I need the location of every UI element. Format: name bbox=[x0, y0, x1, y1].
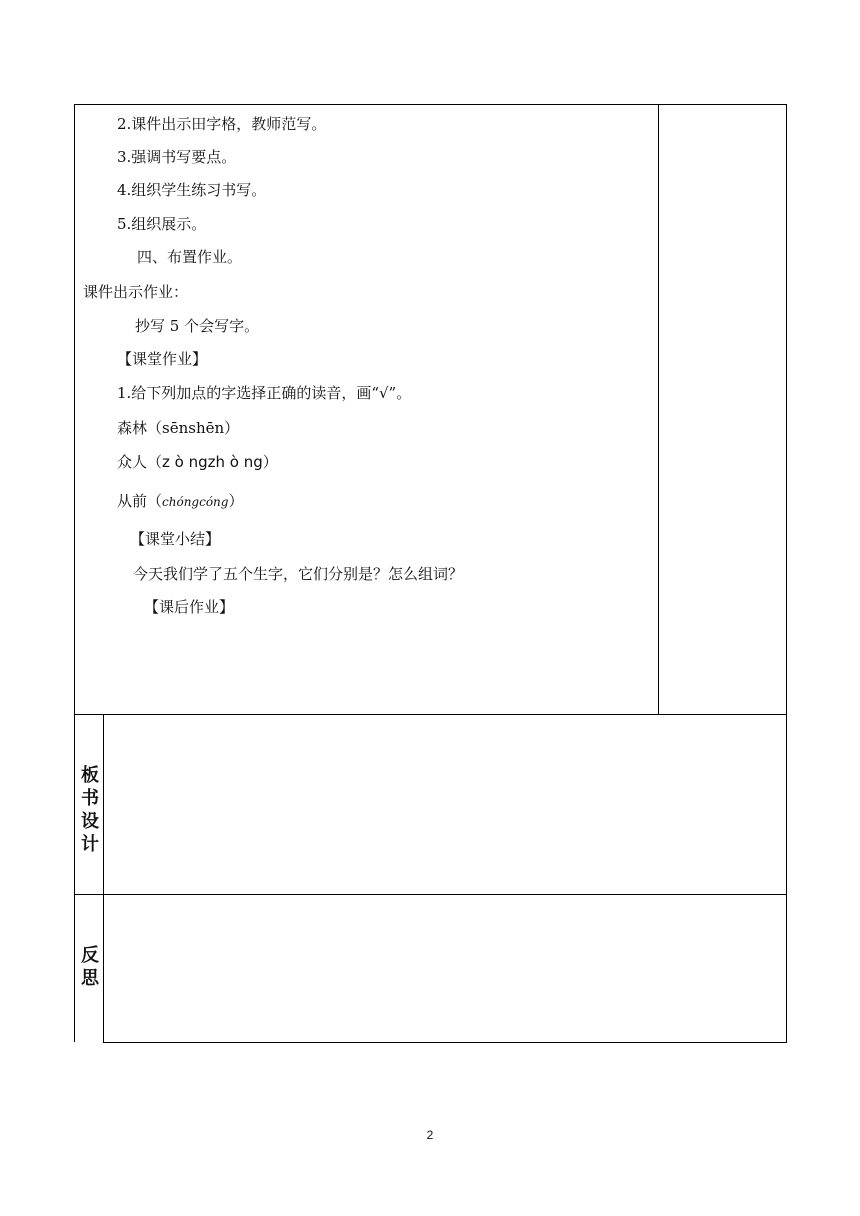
classwork-heading: 【课堂作业】 bbox=[117, 350, 208, 368]
question-item-1 bbox=[117, 418, 239, 438]
question-word: 森林 bbox=[117, 419, 148, 437]
question-pinyin: chóngcóng bbox=[162, 495, 229, 509]
question-item-3 bbox=[117, 491, 244, 512]
label-column-divider bbox=[103, 714, 104, 1043]
homework-intro: 课件出示作业： bbox=[83, 283, 189, 301]
after-class-homework-heading: 【课后作业】 bbox=[144, 598, 235, 616]
homework-task: 抄写 5 个会写字。 bbox=[135, 317, 260, 335]
summary-text: 今天我们学了五个生字，它们分别是？怎么组词？ bbox=[133, 565, 464, 583]
lesson-step-4: 4.组织学生练习书写。 bbox=[117, 181, 267, 199]
question-pinyin: （sēnshēn） bbox=[147, 419, 240, 437]
table-border-right bbox=[786, 104, 787, 1043]
classwork-question-1: 1.给下列加点的字选择正确的读音，画“√”。 bbox=[117, 384, 412, 402]
lesson-step-3: 3.强调书写要点。 bbox=[117, 148, 237, 166]
lesson-step-5: 5.组织展示。 bbox=[117, 215, 207, 233]
section-heading-homework: 四、布置作业。 bbox=[137, 248, 243, 266]
reflection-label: 反思 bbox=[81, 945, 99, 989]
row-divider-2 bbox=[74, 894, 787, 895]
table-border-top bbox=[74, 104, 787, 105]
page-number: 2 bbox=[426, 1128, 434, 1142]
question-word: 从前 bbox=[117, 492, 148, 510]
column-divider bbox=[658, 104, 659, 714]
question-word: 众人 bbox=[117, 453, 148, 471]
lesson-step-2: 2.课件出示田字格，教师范写。 bbox=[117, 115, 327, 133]
table-border-left bbox=[74, 104, 75, 1042]
question-pinyin-close: ） bbox=[228, 492, 244, 510]
row-divider-1 bbox=[74, 714, 787, 715]
summary-heading: 【课堂小结】 bbox=[130, 530, 221, 548]
question-pinyin-open: （ bbox=[147, 492, 163, 510]
table-border-bottom bbox=[103, 1042, 787, 1043]
question-pinyin: （z ò ngzh ò ng） bbox=[147, 453, 278, 471]
question-item-2 bbox=[117, 452, 278, 472]
board-design-label: 板书设计 bbox=[81, 765, 99, 855]
